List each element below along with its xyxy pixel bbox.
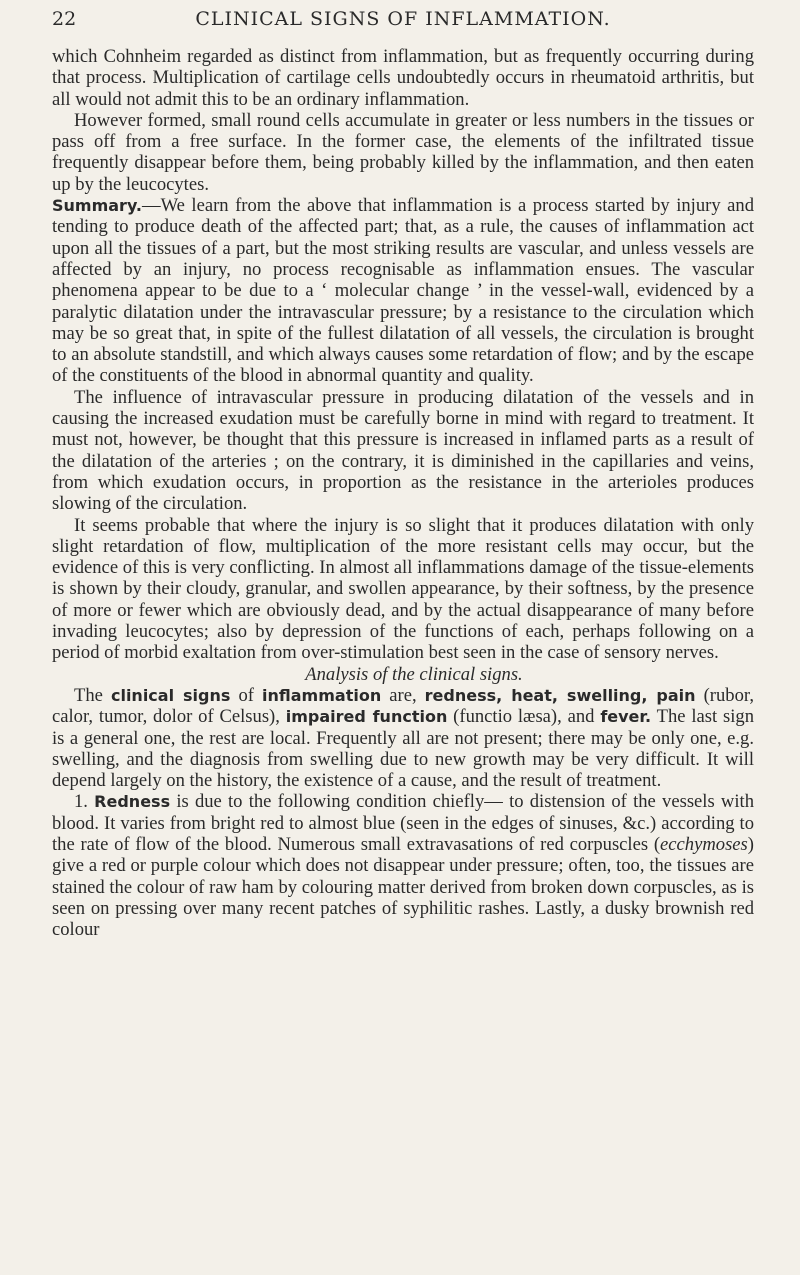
paragraph-summary [52,195,754,387]
paragraph-redness [52,791,754,940]
text-run: are, [381,684,425,706]
paragraph-slight-injury: It seems probable that where the injury is so slight that it produces dilatation with only slight retardation of flow, multiplication of the more resistant cells may occur, but the evidence of this is very conflicting. In almost all inflammations damage of the tissue-elements is shown by their cloudy, granular, and swollen appearance, by their softness, by the presence of more or fewer which are obviously dead, and by the actual disappearance of many before invading leucocytes; also by depression of the functions of each, perhaps following on a period of morbid exaltation from over-stimulation best seen in the case of sensory nerves. [52,514,754,664]
italic-term: ecchymoses [660,833,748,855]
text-run: (rubor, calor, tumor, dolor of Celsus), [52,684,754,728]
text-run: of [230,684,263,706]
bold-term: redness, heat, swelling, pain [424,685,696,705]
text-run: ) give a red or purple colour which does not disappear under pressure; often, too, the tissues are stained the colour of raw ham by colouring matter derived from broken down corpuscles, as is seen on pressing over many recent patches of syphilitic rashes. Lastly, a dusky brownish red colour [52,833,754,941]
page-number: 22 [52,8,77,30]
paragraph-intravascular-pressure: The influence of intravascular pressure in producing dilatation of the vessels and in causing the increased exudation must be carefully borne in mind with regard to treatment. It must not, however, be thought that this pressure is increased in inflamed parts as a result of the dilatation of the arteries ; on the contrary, it is diminished in the capillaries and veins, from which exudation occurs, in proportion as the resistance in the arterioles produces slowing of the circulation. [52,386,754,515]
text-run: The [74,684,111,706]
page-body [52,46,754,940]
paragraph-round-cells: However formed, small round cells accumulate in greater or less numbers in the tissues or pass off from a free surface. In the former case, the elements of the infiltrated tissue frequently disappear before them, being probably killed by the inflammation, and then eaten up by the leucocytes. [52,109,754,195]
summary-heading: Summary. [52,196,142,216]
paragraph-continuation: which Cohnheim regarded as distinct from inflammation, but as frequently occurring during that process. Multiplication of cartilage cells undoubtedly occurs in rheumatoid arthritis, but all would not admit this to be an ordinary inflammation. [52,46,754,110]
section-title: Analysis of the clinical signs. [305,663,523,685]
redness-heading: Redness [94,792,171,812]
text-run: is due to the following condition chiefly— to distension of the vessels with blood. It varies from bright red to almost blue (seen in the edges of sinuses, &c.) according to the rate of flow of the blood. Numerous small extravasations of red corpuscles ( [52,791,754,855]
page-header [52,8,754,38]
paragraph-clinical-signs [52,685,754,791]
text-run: The last sign is a general one, the rest are local. Frequently all are not present; there may be only one, e.g. swelling, and the diagnosis from swelling due to new growth may be very difficult. It will depend largely on the history, the existence of a cause, and the result of treatment. [52,706,754,792]
text-run: (functio læsa), and [447,706,601,728]
bold-term: impaired function [285,707,448,727]
bold-term: clinical signs [110,685,231,705]
running-title: CLINICAL SIGNS OF INFLAMMATION. [195,8,611,30]
summary-text: —We learn from the above that inflammation is a process started by injury and tending to produce death of the affected part; that, as a rule, the causes of inflammation act upon all the tissues of a part, but the most striking results are vascular, and unless vessels are affected by an injury, no process recognisable as inflammation ensues. The vascular phenomena appear to be due to a ‘ molecular change ’ in the vessel-wall, evidenced by a paralytic dilatation under the intravascular pressure; by a resistance to the circulation which may be so great that, in spite of the fullest dilatation of all vessels, the circulation is brought to an absolute standstill, and which always causes some retardation of flow; and by the escape of the constituents of the blood in abnormal quantity and quality. [52,195,754,387]
bold-term: fever. [600,707,652,727]
item-number: 1. [74,791,95,813]
bold-term: inflammation [262,685,382,705]
